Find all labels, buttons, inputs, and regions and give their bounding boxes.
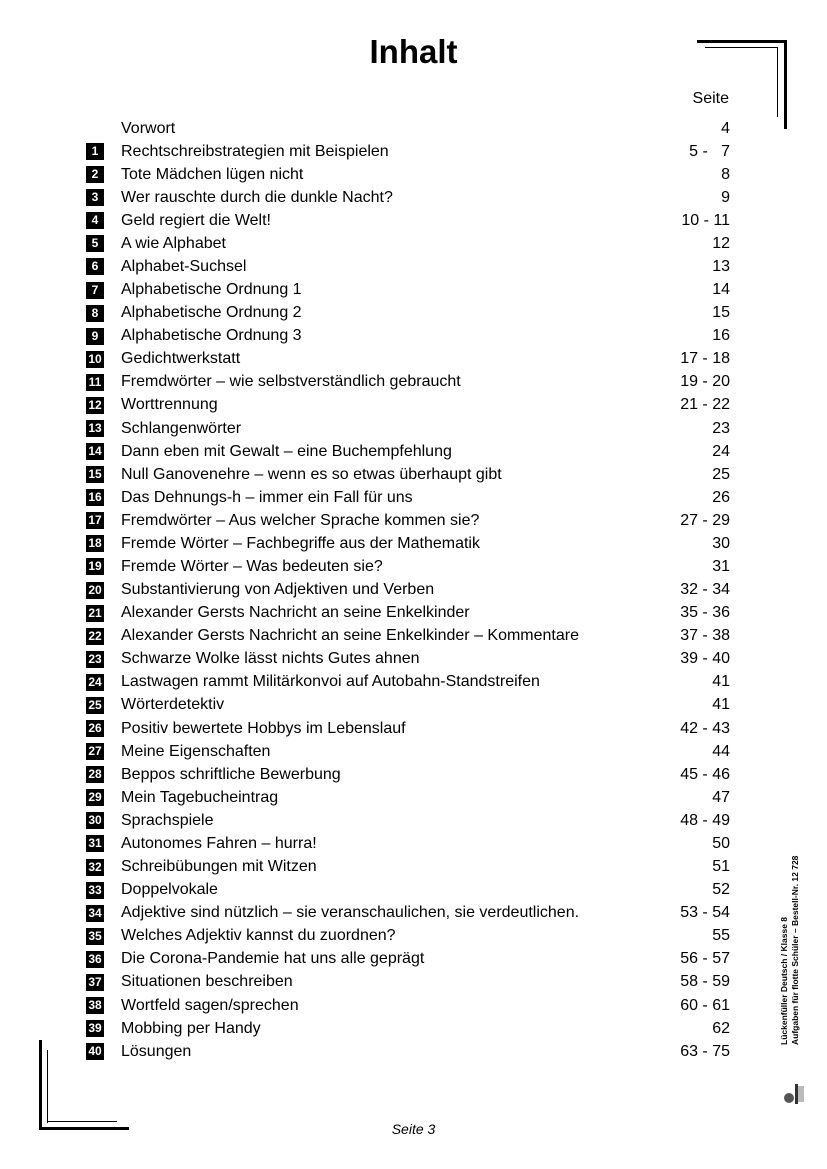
toc-entry (86, 809, 736, 832)
toc-entry (86, 579, 736, 602)
entry-title: Alphabetische Ordnung 1 (121, 281, 302, 299)
toc-entry (86, 440, 736, 463)
entry-title: Schwarze Wolke lässt nichts Gutes ahnen (121, 650, 420, 668)
toc-entry (86, 786, 736, 809)
entry-title: Rechtschreibstrategien mit Beispielen (121, 142, 389, 160)
entry-number-badge: 24 (86, 674, 104, 691)
entry-number-badge: 16 (86, 489, 104, 506)
entry-pages: 60 - 61 (680, 996, 730, 1014)
entry-number-badge: 19 (86, 558, 104, 575)
entry-title: Gedichtwerkstatt (121, 350, 241, 368)
entry-number-badge: 20 (86, 582, 104, 599)
corner-frame-top-right-inner (705, 47, 778, 48)
entry-title: Wörterdetektiv (121, 696, 225, 714)
entry-number-badge: 22 (86, 628, 104, 645)
toc-entry (86, 417, 736, 440)
entry-title: Schlangenwörter (121, 419, 242, 437)
entry-title: Doppelvokale (121, 881, 218, 899)
toc-entry (86, 325, 736, 348)
toc-entry (86, 509, 736, 532)
toc-entry (86, 532, 736, 555)
entry-pages: 26 (712, 488, 730, 506)
entry-title: Alexander Gersts Nachricht an seine Enkelkinder – Kommentare (121, 627, 579, 645)
entry-pages: 47 (712, 788, 730, 806)
entry-number-badge: 10 (86, 351, 104, 368)
entry-pages: 41 (712, 673, 730, 691)
corner-frame-top-right (697, 40, 787, 43)
entry-number-badge: 17 (86, 512, 104, 529)
toc-entry (86, 163, 736, 186)
entry-title: Das Dehnungs-h – immer ein Fall für uns (121, 488, 413, 506)
entry-number-badge: 33 (86, 882, 104, 899)
entry-number-badge: 5 (86, 235, 104, 252)
toc-entry (86, 232, 736, 255)
entry-title: Alphabetische Ordnung 3 (121, 327, 302, 345)
entry-number-badge: 6 (86, 258, 104, 275)
toc-entry (86, 763, 736, 786)
toc-entry (86, 694, 736, 717)
entry-number-badge: 34 (86, 905, 104, 922)
entry-number-badge: 30 (86, 812, 104, 829)
toc-entry (86, 140, 736, 163)
toc-entry (86, 279, 736, 302)
entry-title: Sprachspiele (121, 811, 214, 829)
entry-title: Fremdwörter – wie selbstverständlich gebraucht (121, 373, 461, 391)
corner-frame-top-right-inner (777, 47, 778, 117)
entry-number-badge (86, 120, 104, 137)
entry-number-badge: 39 (86, 1020, 104, 1037)
toc-entry (86, 925, 736, 948)
entry-pages: 39 - 40 (680, 650, 730, 668)
entry-pages: 19 - 20 (680, 373, 730, 391)
entry-title: Adjektive sind nützlich – sie veranschaulichen, sie verdeutlichen. (121, 904, 580, 922)
toc-entry (86, 625, 736, 648)
toc-entry (86, 740, 736, 763)
entry-number-badge: 36 (86, 951, 104, 968)
corner-frame-bottom-left-inner (47, 1050, 48, 1123)
entry-title: Substantivierung von Adjektiven und Verben (121, 581, 435, 599)
entry-title: Tote Mädchen lügen nicht (121, 165, 304, 183)
entry-number-badge: 14 (86, 443, 104, 460)
entry-pages: 48 - 49 (680, 811, 730, 829)
toc-entry (86, 971, 736, 994)
entry-pages: 10 - 11 (681, 211, 730, 229)
entry-title: Situationen beschreiben (121, 973, 293, 991)
entry-number-badge: 3 (86, 189, 104, 206)
entry-title: Fremde Wörter – Was bedeuten sie? (121, 558, 383, 576)
toc-entry (86, 555, 736, 578)
table-of-contents (86, 117, 736, 1063)
entry-title: Lösungen (121, 1042, 192, 1060)
entry-pages: 37 - 38 (680, 627, 730, 645)
entry-pages: 13 (712, 258, 730, 275)
entry-number-badge: 13 (86, 420, 104, 437)
side-imprint-line-2: Aufgaben für flotte Schüler – Bestell-Nr. 12 728 (790, 855, 800, 1045)
entry-pages: 52 (712, 881, 730, 899)
entry-number-badge: 15 (86, 466, 104, 483)
toc-entry (86, 1040, 736, 1063)
entry-number-badge: 2 (86, 166, 104, 183)
entry-pages: 21 - 22 (680, 396, 730, 414)
entry-pages: 31 (712, 558, 730, 576)
entry-title: Wortfeld sagen/sprechen (121, 996, 299, 1014)
entry-title: Worttrennung (121, 396, 218, 414)
entry-number-badge: 23 (86, 651, 104, 668)
entry-title: Beppos schriftliche Bewerbung (121, 765, 341, 783)
entry-pages: 42 - 43 (680, 719, 730, 737)
toc-entry (86, 648, 736, 671)
entry-pages: 24 (712, 442, 730, 460)
toc-entry (86, 1017, 736, 1040)
entry-number-badge: 11 (86, 374, 104, 391)
entry-number-badge: 31 (86, 835, 104, 852)
toc-entry (86, 463, 736, 486)
toc-entry (86, 209, 736, 232)
entry-pages: 14 (712, 281, 730, 299)
entry-pages: 9 (721, 188, 730, 206)
toc-entry (86, 486, 736, 509)
entry-number-badge: 28 (86, 766, 104, 783)
entry-number-badge: 21 (86, 605, 104, 622)
entry-pages: 12 (712, 234, 730, 252)
entry-number-badge: 27 (86, 743, 104, 760)
entry-number-badge: 26 (86, 720, 104, 737)
entry-title: Lastwagen rammt Militärkonvoi auf Autobahn-Standstreifen (121, 673, 540, 691)
entry-title: Meine Eigenschaften (121, 742, 271, 760)
entry-title: Dann eben mit Gewalt – eine Buchempfehlung (121, 442, 452, 460)
entry-pages: 17 - 18 (680, 350, 730, 368)
page-title: Inhalt (369, 33, 458, 70)
publisher-logo-icon (779, 1080, 807, 1108)
entry-pages: 51 (712, 858, 730, 876)
corner-frame-top-right (784, 40, 787, 129)
entry-title: Geld regiert die Welt! (121, 211, 271, 229)
entry-title: Vorwort (121, 119, 176, 137)
entry-pages: 58 - 59 (680, 973, 730, 991)
entry-pages: 53 - 54 (680, 904, 730, 922)
toc-entry (86, 832, 736, 855)
entry-number-badge: 32 (86, 859, 104, 876)
entry-number-badge: 40 (86, 1043, 104, 1060)
entry-title: Schreibübungen mit Witzen (121, 858, 317, 876)
entry-title: Positiv bewertete Hobbys im Lebenslauf (121, 719, 406, 737)
entry-pages: 50 (712, 834, 730, 852)
entry-number-badge: 37 (86, 974, 104, 991)
entry-pages: 44 (712, 742, 730, 760)
entry-title: Fremdwörter – Aus welcher Sprache kommen sie? (121, 511, 480, 529)
toc-entry (86, 348, 736, 371)
entry-number-badge: 29 (86, 789, 104, 806)
entry-pages: 25 (712, 465, 730, 483)
side-imprint-line-1: Lückenfüller Deutsch / Klasse 8 (779, 916, 789, 1045)
entry-pages: 45 - 46 (680, 765, 730, 783)
entry-number-badge: 9 (86, 328, 104, 345)
entry-title: Fremde Wörter – Fachbegriffe aus der Mathematik (121, 534, 480, 552)
entry-pages: 23 (712, 419, 730, 437)
entry-pages: 32 - 34 (680, 581, 730, 599)
entry-title: Alphabetische Ordnung 2 (121, 304, 302, 322)
entry-pages: 35 - 36 (680, 604, 730, 622)
entry-number-badge: 1 (86, 143, 104, 160)
entry-number-badge: 8 (86, 305, 104, 322)
toc-entry (86, 394, 736, 417)
toc-entry (86, 302, 736, 325)
entry-pages: 4 (721, 119, 730, 137)
toc-entry (86, 948, 736, 971)
toc-entry (86, 856, 736, 879)
page-column-header: Seite (692, 90, 729, 107)
entry-pages: 27 - 29 (680, 511, 730, 529)
entry-pages: 62 (712, 1019, 730, 1037)
entry-title: A wie Alphabet (121, 234, 226, 252)
entry-title: Alphabet-Suchsel (121, 258, 247, 275)
entry-pages: 8 (721, 165, 730, 183)
toc-entry (86, 117, 736, 140)
side-imprint (779, 855, 827, 1045)
toc-entry (86, 186, 736, 209)
entry-pages: 5 - 7 (689, 142, 730, 160)
toc-entry (86, 994, 736, 1017)
entry-number-badge: 4 (86, 212, 104, 229)
entry-title: Die Corona-Pandemie hat uns alle geprägt (121, 950, 425, 968)
entry-number-badge: 25 (86, 697, 104, 714)
entry-pages: 41 (712, 696, 730, 714)
entry-number-badge: 18 (86, 535, 104, 552)
entry-pages: 56 - 57 (680, 950, 730, 968)
toc-entry (86, 671, 736, 694)
entry-title: Wer rauschte durch die dunkle Nacht? (121, 188, 393, 206)
corner-frame-bottom-left (39, 1040, 42, 1130)
entry-title: Mein Tagebucheintrag (121, 788, 279, 806)
entry-title: Autonomes Fahren – hurra! (121, 834, 317, 852)
toc-entry (86, 371, 736, 394)
toc-entry (86, 602, 736, 625)
toc-entry (86, 717, 736, 740)
entry-title: Welches Adjektiv kannst du zuordnen? (121, 927, 396, 945)
entry-number-badge: 38 (86, 997, 104, 1014)
entry-pages: 16 (712, 327, 730, 345)
entry-pages: 63 - 75 (680, 1042, 730, 1060)
entry-pages: 55 (712, 927, 730, 945)
entry-number-badge: 35 (86, 928, 104, 945)
entry-number-badge: 12 (86, 397, 104, 414)
entry-title: Alexander Gersts Nachricht an seine Enkelkinder (121, 604, 470, 622)
entry-pages: 15 (712, 304, 730, 322)
page-footer: Seite 3 (391, 1121, 436, 1137)
entry-pages: 30 (712, 534, 730, 552)
entry-number-badge: 7 (86, 282, 104, 299)
toc-entry (86, 879, 736, 902)
entry-title: Null Ganovenehre – wenn es so etwas überhaupt gibt (121, 465, 502, 483)
entry-title: Mobbing per Handy (121, 1019, 261, 1037)
toc-entry (86, 902, 736, 925)
toc-entry (86, 255, 736, 278)
